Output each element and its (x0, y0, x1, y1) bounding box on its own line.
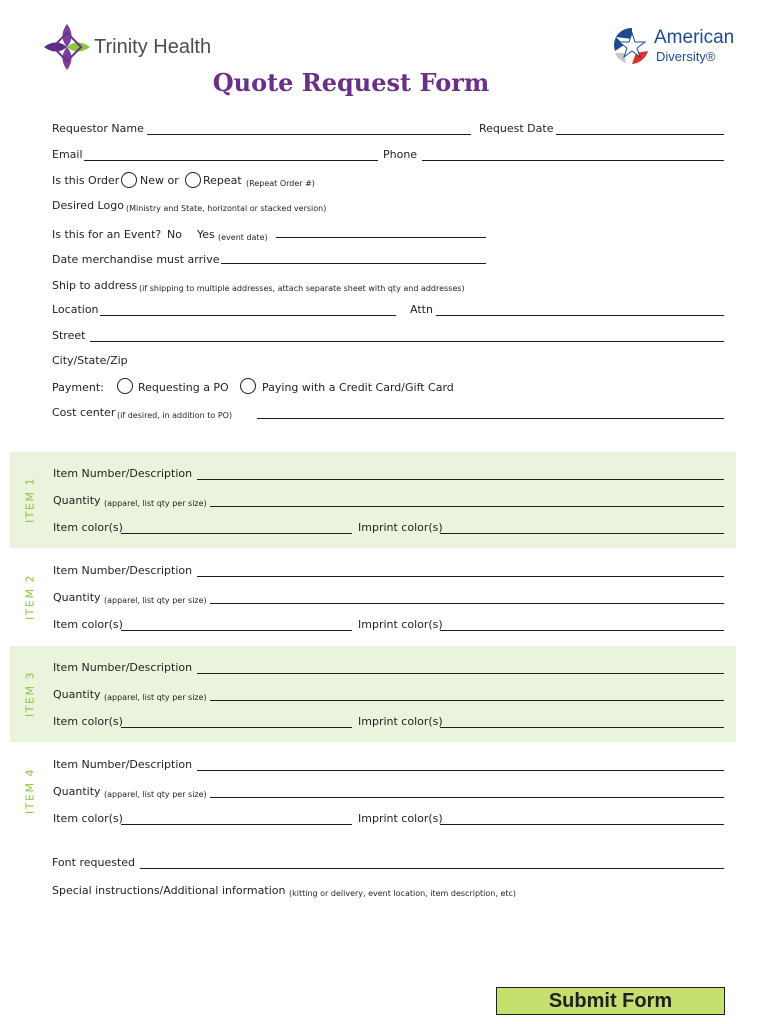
item-1-number-field[interactable] (197, 479, 724, 480)
attn-field[interactable] (436, 315, 724, 316)
special-instructions-note: (kitting or delivery, event location, item description, etc) (289, 889, 517, 898)
order-repeat-radio[interactable] (185, 172, 201, 188)
desired-logo-note: (Ministry and State, horizontal or stacked version) (126, 204, 327, 213)
item-4-quantity-field[interactable] (210, 797, 724, 798)
item-3-imprint-field[interactable] (440, 727, 724, 728)
payment-cc-label: Paying with a Credit Card/Gift Card (262, 381, 454, 394)
desired-logo-label: Desired Logo (52, 199, 124, 212)
item-4-color-label: Item color(s) (53, 812, 123, 825)
arrive-date-label: Date merchandise must arrive (52, 253, 220, 266)
street-label: Street (52, 329, 86, 342)
event-no-option[interactable]: No (167, 228, 182, 241)
star-logo-icon (612, 25, 652, 67)
special-instructions-label: Special instructions/Additional information (52, 884, 286, 897)
item-4-number-field[interactable] (197, 770, 724, 771)
payment-cc-radio[interactable] (240, 378, 256, 394)
item-3-imprint-label: Imprint color(s) (358, 715, 443, 728)
email-label: Email (52, 148, 83, 161)
order-new-radio[interactable] (121, 172, 137, 188)
trinity-health-wordmark: Trinity Health (94, 36, 212, 58)
item-2-quantity-label: Quantity (53, 591, 101, 604)
item-2-color-field[interactable] (121, 630, 352, 631)
item-4-imprint-field[interactable] (440, 824, 724, 825)
payment-po-label: Requesting a PO (138, 381, 229, 394)
diversity-wordmark: Diversity® (656, 49, 716, 64)
request-date-label: Request Date (479, 122, 554, 135)
item-2-imprint-field[interactable] (440, 630, 724, 631)
order-type-label: Is this Order (52, 174, 120, 187)
event-question-label: Is this for an Event? (52, 228, 162, 241)
cost-center-note: (if desired, in addition to PO) (117, 411, 233, 420)
arrive-date-field[interactable] (221, 263, 486, 264)
item-3-quantity-label: Quantity (53, 688, 101, 701)
item-1-color-field[interactable] (121, 533, 352, 534)
trinity-cross-icon (42, 22, 92, 72)
item-1-tag: ITEM 1 (23, 477, 37, 523)
item-1-quantity-note: (apparel, list qty per size) (104, 499, 207, 508)
submit-form-button[interactable]: Submit Form (496, 987, 725, 1015)
cost-center-label: Cost center (52, 406, 116, 419)
item-1-quantity-field[interactable] (210, 506, 724, 507)
item-1-color-label: Item color(s) (53, 521, 123, 534)
trinity-health-logo (42, 22, 212, 72)
item-4-quantity-label: Quantity (53, 785, 101, 798)
item-2-imprint-label: Imprint color(s) (358, 618, 443, 631)
item-3-quantity-note: (apparel, list qty per size) (104, 693, 207, 702)
requestor-name-label: Requestor Name (52, 122, 144, 135)
location-field[interactable] (100, 315, 396, 316)
city-state-zip-label: City/State/Zip (52, 354, 128, 367)
payment-label: Payment: (52, 381, 104, 394)
order-repeat-label: Repeat (203, 174, 242, 187)
item-1-imprint-field[interactable] (440, 533, 724, 534)
order-new-label: New or (140, 174, 179, 187)
item-3-number-label: Item Number/Description (53, 661, 193, 674)
event-date-field[interactable] (276, 237, 486, 238)
font-requested-label: Font requested (52, 856, 136, 869)
street-field[interactable] (90, 341, 724, 342)
item-4-color-field[interactable] (121, 824, 352, 825)
item-4-number-label: Item Number/Description (53, 758, 193, 771)
item-1-quantity-label: Quantity (53, 494, 101, 507)
location-label: Location (52, 303, 99, 316)
ship-to-note: (if shipping to multiple addresses, attach separate sheet with qty and addresses) (139, 284, 465, 293)
item-2-tag: ITEM 2 (23, 574, 37, 620)
item-4-tag: ITEM 4 (23, 768, 37, 814)
font-requested-field[interactable] (140, 868, 724, 869)
item-2-quantity-note: (apparel, list qty per size) (104, 596, 207, 605)
attn-label: Attn (410, 303, 433, 316)
requestor-name-field[interactable] (147, 134, 471, 135)
phone-field[interactable] (422, 160, 724, 161)
item-3-quantity-field[interactable] (210, 700, 724, 701)
ship-to-label: Ship to address (52, 279, 138, 292)
phone-label: Phone (383, 148, 418, 161)
item-2-color-label: Item color(s) (53, 618, 123, 631)
item-3-tag: ITEM 3 (23, 671, 37, 717)
order-repeat-note: (Repeat Order #) (246, 179, 315, 188)
item-2-number-field[interactable] (197, 576, 724, 577)
email-field[interactable] (84, 160, 378, 161)
item-4-imprint-label: Imprint color(s) (358, 812, 443, 825)
item-3-color-label: Item color(s) (53, 715, 123, 728)
special-instructions-field[interactable] (52, 902, 724, 972)
item-3-number-field[interactable] (197, 673, 724, 674)
payment-po-radio[interactable] (117, 378, 133, 394)
cost-center-field[interactable] (257, 418, 724, 419)
item-1-number-label: Item Number/Description (53, 467, 193, 480)
item-1-imprint-label: Imprint color(s) (358, 521, 443, 534)
event-date-note: (event date) (218, 233, 268, 242)
american-diversity-logo (612, 25, 735, 69)
item-2-quantity-field[interactable] (210, 603, 724, 604)
form-title: Quote Request Form (212, 68, 490, 97)
request-date-field[interactable] (556, 134, 724, 135)
american-wordmark: American (654, 27, 735, 48)
item-4-quantity-note: (apparel, list qty per size) (104, 790, 207, 799)
item-2-number-label: Item Number/Description (53, 564, 193, 577)
item-3-color-field[interactable] (121, 727, 352, 728)
event-yes-option[interactable]: Yes (197, 228, 215, 241)
